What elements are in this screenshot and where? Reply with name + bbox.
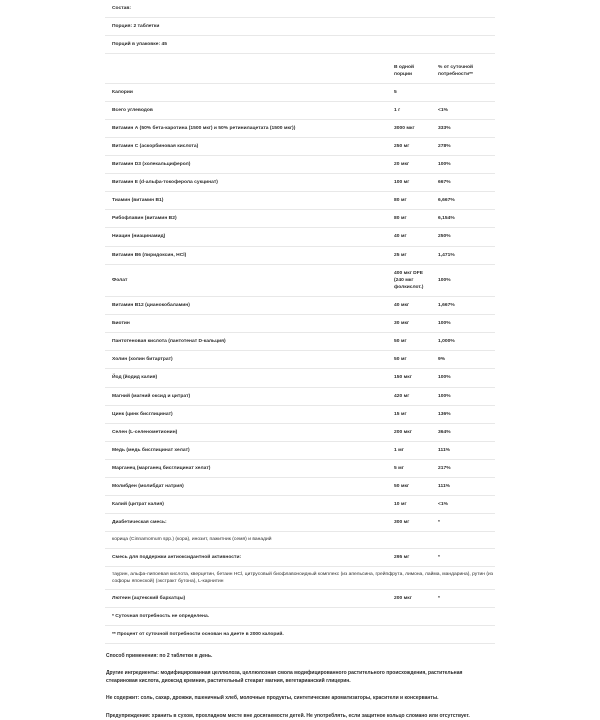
nutrient-daily-value: 1,471%: [431, 246, 495, 264]
serving-size-text: Порция: 2 таблетки: [105, 18, 387, 36]
nutrient-row: [105, 246, 495, 264]
nutrient-row: [105, 423, 495, 441]
nutrient-amount: 150 мкг: [387, 369, 431, 387]
nutrient-name: Молибден (молибдат натрия): [105, 478, 387, 496]
note-warnings: Предупреждения: хранить в сухом, прохладном месте вне досягаемости детей. Не употреблять, если защитное кольцо сломано или отсутствует.: [106, 712, 470, 719]
nutrient-amount: 50 мг: [387, 351, 431, 369]
nutrient-row: [105, 210, 495, 228]
nutrient-row: [105, 155, 495, 173]
intro-amount-cell: [387, 36, 431, 54]
nutrient-row: [105, 351, 495, 369]
nutrient-daily-value: 333%: [431, 119, 495, 137]
nutrient-name: Витамин E (d-альфа-токоферола сукцинат): [105, 174, 387, 192]
nutrient-name: Витамин D3 (холекальциферол): [105, 155, 387, 173]
nutrient-row: [105, 405, 495, 423]
supplement-facts-table: [105, 0, 495, 608]
table-row-intro: [105, 0, 495, 18]
nutrient-daily-value: <1%: [431, 101, 495, 119]
nutrient-amount: 420 мг: [387, 387, 431, 405]
blend-ingredients-row: [105, 532, 495, 548]
nutrient-daily-value: 667%: [431, 174, 495, 192]
nutrient-name: Фолат: [105, 264, 387, 296]
nutrient-amount: 295 мг: [387, 548, 431, 566]
nutrient-amount: 5 мг: [387, 459, 431, 477]
note-other-ingredients: Другие ингредиенты: модифицированная целлюлоза, целлюлозная смола модифицированного растительного происхождения, растительная стеариновая кислота, диоксид кремния, растительный стеарат магния, вегетарианский глицерин.: [106, 670, 463, 685]
nutrient-daily-value: 1,667%: [431, 296, 495, 314]
nutrient-amount: 1 мг: [387, 441, 431, 459]
nutrient-amount: 40 мкг: [387, 296, 431, 314]
nutrient-row: [105, 478, 495, 496]
nutrient-amount: 80 мг: [387, 210, 431, 228]
nutrient-amount: 30 мкг: [387, 315, 431, 333]
nutrient-daily-value: 364%: [431, 423, 495, 441]
nutrient-name: Холин (холин битартрат): [105, 351, 387, 369]
intro-dv-cell: [431, 0, 495, 18]
nutrient-daily-value: *: [431, 514, 495, 532]
nutrient-amount: 250 мг: [387, 137, 431, 155]
nutrient-row: [105, 369, 495, 387]
nutrient-daily-value: *: [431, 548, 495, 566]
nutrient-daily-value: 9%: [431, 351, 495, 369]
nutrient-amount: 300 мг: [387, 514, 431, 532]
nutrient-amount: 200 мкг: [387, 589, 431, 607]
nutrient-name: Смесь для поддержки антиоксидантной активности:: [105, 548, 387, 566]
nutrient-row: [105, 496, 495, 514]
nutrient-row: [105, 441, 495, 459]
nutrient-row: [105, 548, 495, 566]
intro-amount-cell: [387, 18, 431, 36]
nutrient-row: [105, 296, 495, 314]
nutrient-amount: 1 г: [387, 101, 431, 119]
nutrient-row: [105, 459, 495, 477]
nutrient-daily-value: 217%: [431, 459, 495, 477]
nutrient-row: [105, 315, 495, 333]
nutrient-name: Лютеин (ацтекский бархатцы): [105, 589, 387, 607]
nutrient-row: [105, 228, 495, 246]
nutrient-amount: 50 мг: [387, 333, 431, 351]
nutrient-rows: [105, 83, 495, 607]
nutrient-row: [105, 137, 495, 155]
nutrient-row: [105, 514, 495, 532]
nutrient-daily-value: 136%: [431, 405, 495, 423]
nutrient-row: [105, 387, 495, 405]
nutrient-daily-value: 111%: [431, 441, 495, 459]
nutrient-name: Селен (L-селенометионин): [105, 423, 387, 441]
nutrient-row: [105, 119, 495, 137]
nutrient-name: Медь (медь бисглицинат хелат): [105, 441, 387, 459]
nutrient-name: Всего углеводов: [105, 101, 387, 119]
nutrient-row: [105, 264, 495, 296]
intro-text: Состав:: [105, 0, 387, 18]
column-header-name: [105, 54, 387, 83]
nutrient-name: Витамин А (50% бета-каротина (1500 мкг) и 50% ретинилацетата (1500 мкг)): [105, 119, 387, 137]
additional-notes: [105, 644, 495, 719]
nutrient-name: корица (Cinnamomum spp.) (кора), инозит, пажитник (семя) и ванадий: [105, 532, 495, 548]
nutrient-name: Витамин C (аскорбиновая кислота): [105, 137, 387, 155]
nutrient-name: Витамин B12 (цианокобаламин): [105, 296, 387, 314]
column-header-amount: В одной порции: [387, 54, 431, 83]
nutrient-daily-value: 250%: [431, 228, 495, 246]
nutrient-amount: 3000 мкг: [387, 119, 431, 137]
nutrient-name: Биотин: [105, 315, 387, 333]
nutrient-daily-value: 100%: [431, 387, 495, 405]
intro-amount-cell: [387, 0, 431, 18]
nutrient-daily-value: 100%: [431, 315, 495, 333]
nutrient-amount: 5: [387, 83, 431, 101]
column-header-daily-value: % от суточной потребности**: [431, 54, 495, 83]
nutrient-daily-value: 111%: [431, 478, 495, 496]
nutrient-amount: 20 мкг: [387, 155, 431, 173]
nutrient-amount: 200 мкг: [387, 423, 431, 441]
nutrient-name: Витамин B6 (пиридоксин, HCl): [105, 246, 387, 264]
intro-dv-cell: [431, 18, 495, 36]
nutrient-name: Йод (йодид калия): [105, 369, 387, 387]
nutrient-name: Калории: [105, 83, 387, 101]
nutrient-name: Магний (магний оксид и цитрат): [105, 387, 387, 405]
nutrient-daily-value: 6,667%: [431, 192, 495, 210]
nutrient-amount: 400 мкг DFE (240 мкг фолкислот.): [387, 264, 431, 296]
nutrient-daily-value: [431, 83, 495, 101]
nutrient-name: Ниацин (ниацинамид): [105, 228, 387, 246]
blend-ingredients-row: [105, 566, 495, 589]
table-header-row: [105, 54, 495, 83]
nutrient-amount: 80 мг: [387, 192, 431, 210]
nutrient-name: Рибофлавин (витамин B2): [105, 210, 387, 228]
nutrient-name: Марганец (марганец бисглицинат хелат): [105, 459, 387, 477]
nutrient-amount: 100 мг: [387, 174, 431, 192]
supplement-facts-label: [105, 0, 495, 720]
nutrient-row: [105, 589, 495, 607]
nutrient-name: Диабетическая смесь:: [105, 514, 387, 532]
nutrient-daily-value: 100%: [431, 155, 495, 173]
intro-dv-cell: [431, 36, 495, 54]
nutrient-daily-value: 1,000%: [431, 333, 495, 351]
footnotes: [105, 608, 495, 644]
nutrient-row: [105, 83, 495, 101]
nutrient-daily-value: 100%: [431, 369, 495, 387]
nutrient-amount: 40 мг: [387, 228, 431, 246]
servings-per-container-text: Порций в упаковке: 45: [105, 36, 387, 54]
nutrient-amount: 25 мг: [387, 246, 431, 264]
nutrient-amount: 50 мкг: [387, 478, 431, 496]
nutrient-daily-value: *: [431, 589, 495, 607]
nutrient-name: Тиамин (витамин B1): [105, 192, 387, 210]
nutrient-daily-value: 6,154%: [431, 210, 495, 228]
nutrient-name: таурин, альфа-липоевая кислота, кверцетин, бетаин HCl, цитрусовый биофлавоноидный комплекс (из апельсина, грейпфрута, лимона, лайма, мандарина), рутин (из софоры японской) (экстракт бутона), L-карнитин: [105, 566, 495, 589]
nutrient-name: Цинк (цинк бисглицинат): [105, 405, 387, 423]
nutrient-daily-value: 100%: [431, 264, 495, 296]
nutrient-name: Пантотеновая кислота (пантотенат D-кальция): [105, 333, 387, 351]
nutrient-row: [105, 192, 495, 210]
nutrient-amount: 15 мг: [387, 405, 431, 423]
nutrient-row: [105, 174, 495, 192]
nutrient-row: [105, 101, 495, 119]
nutrient-row: [105, 333, 495, 351]
table-row-intro: [105, 36, 495, 54]
note-free-from: Не содержит: соль, сахар, дрожжи, пшеничный хлеб, молочные продукты, синтетические ароматизаторы, красители и консерванты.: [106, 695, 439, 702]
footnote-daily-value-not-established: * Суточная потребность не определена.: [105, 608, 495, 626]
nutrient-daily-value: 278%: [431, 137, 495, 155]
table-body: [105, 0, 495, 83]
footnote-percent-basis: ** Процент от суточной потребности основан на диете в 2000 калорий.: [105, 626, 495, 644]
nutrient-amount: 10 мг: [387, 496, 431, 514]
nutrient-name: Калий (цитрат калия): [105, 496, 387, 514]
nutrient-daily-value: <1%: [431, 496, 495, 514]
table-row-intro: [105, 18, 495, 36]
note-directions: Способ применения: по 2 таблетки в день.: [106, 653, 213, 660]
